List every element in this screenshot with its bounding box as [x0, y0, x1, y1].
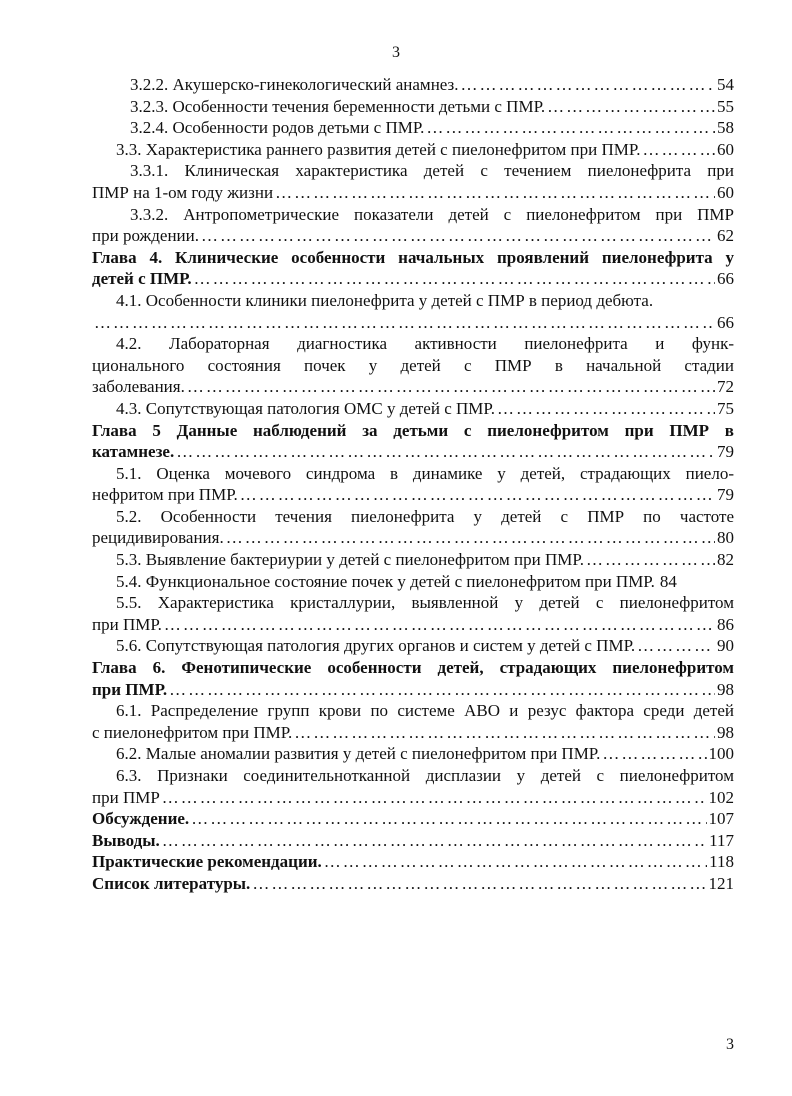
toc-label: Практические рекомендации. [92, 852, 322, 872]
dot-leader [602, 743, 706, 765]
dot-leader [497, 398, 715, 420]
dot-leader [324, 851, 707, 873]
toc-page: 54 [717, 75, 734, 94]
dot-leader [275, 182, 715, 204]
page-number-top: 3 [392, 44, 400, 61]
toc-entry-5-2 [92, 527, 734, 549]
toc-chapter-4 [92, 268, 734, 290]
toc-entry-3-2-4 [92, 117, 734, 139]
dot-leader [162, 830, 707, 852]
toc-label: 5.4. Функциональное состояние почек у детей с пиелонефритом при ПМР. [116, 571, 655, 591]
dot-leader [240, 484, 715, 506]
dot-leader [191, 808, 706, 830]
toc-chapter-5-line1: Глава 5 Данные наблюдений за детьми с пиелонефритом при ПМР в [92, 420, 734, 440]
toc-label: Обсуждение. [92, 809, 190, 829]
toc-page: 90 [717, 636, 734, 656]
toc-entry-3-3-2-line1: 3.3.2. Антропометрические показатели детей с пиелонефритом при ПМР [130, 204, 734, 224]
toc-label: нефритом при ПМР. [92, 485, 238, 505]
toc-label: с пиелонефритом при ПМР. [92, 722, 293, 742]
toc-label: при ПМР. [92, 614, 162, 634]
toc-page: 62 [717, 226, 734, 246]
toc-label: Список литературы. [92, 873, 251, 893]
toc-label: рецидивирования. [92, 528, 224, 548]
toc-page: 55 [717, 96, 734, 116]
table-of-contents [92, 74, 734, 895]
toc-entry-5-1-line1: 5.1. Оценка мочевого синдрома в динамике у детей, страдающих пиело- [116, 463, 734, 483]
toc-page: 86 [717, 614, 734, 634]
toc-page: 84 [659, 571, 677, 591]
toc-page: 80 [717, 528, 734, 548]
toc-discussion [92, 808, 734, 830]
toc-page: 121 [708, 873, 734, 893]
dot-leader [226, 527, 715, 549]
toc-entry-3-3-1-line1: 3.3.1. Клиническая характеристика детей с течением пиелонефрита при [130, 161, 734, 181]
toc-entry-6-3 [92, 787, 734, 809]
toc-page: 107 [708, 809, 734, 829]
toc-label: 3.2.2. Акушерско-гинекологический анамнез. [130, 75, 459, 94]
toc-page: 98 [717, 679, 734, 699]
toc-page: 75 [717, 398, 734, 418]
toc-label: при ПМР [92, 787, 160, 807]
toc-label: при рождении. [92, 226, 200, 246]
toc-label: 6.2. Малые аномалии развития у детей с пиелонефритом при ПМР. [116, 744, 601, 764]
toc-conclusions [92, 830, 734, 852]
toc-chapter-4-line1: Глава 4. Клинические особенности начальных проявлений пиелонефрита у [92, 247, 734, 267]
toc-label: 5.3. Выявление бактериурии у детей с пиелонефритом при ПМР. [116, 550, 584, 570]
toc-page: 66 [717, 269, 734, 289]
dot-leader [642, 139, 715, 161]
dot-leader [164, 614, 715, 636]
dot-leader [252, 873, 706, 895]
dot-leader [294, 722, 715, 744]
toc-entry-5-1 [92, 484, 734, 506]
toc-entry-5-3 [92, 549, 734, 571]
dot-leader [176, 441, 715, 463]
toc-chapter-6-line1: Глава 6. Фенотипические особенности детей, страдающих пиелонефритом [92, 658, 734, 678]
toc-entry-3-3-2 [92, 225, 734, 247]
toc-page: 118 [709, 852, 734, 872]
toc-entry-6-1 [92, 722, 734, 744]
dot-leader [194, 268, 715, 290]
toc-page: 102 [708, 787, 734, 807]
toc-entry-3-3-1 [92, 182, 734, 204]
toc-page: 117 [709, 830, 734, 850]
dot-leader [162, 787, 707, 809]
dot-leader [586, 549, 715, 571]
toc-label: Выводы. [92, 830, 160, 850]
toc-label: детей с ПМР. [92, 269, 192, 289]
toc-label: ПМР на 1-ом году жизни [92, 182, 274, 202]
toc-entry-5-2-line1: 5.2. Особенности течения пиелонефрита у детей с ПМР по частоте [116, 506, 734, 526]
dot-leader [461, 74, 715, 96]
toc-entry-3-2-2 [92, 74, 734, 96]
toc-entry-4-2-line1: 4.2. Лабораторная диагностика активности пиелонефрита и функ- [116, 334, 734, 354]
toc-entry-6-1-line1: 6.1. Распределение групп крови по системе АВО и резус фактора среди детей [116, 701, 734, 721]
toc-entry-4-1 [92, 312, 734, 334]
toc-page: 72 [717, 377, 734, 397]
toc-references [92, 873, 734, 895]
toc-entry-3-3 [92, 139, 734, 161]
toc-page: 60 [717, 182, 734, 202]
toc-label: заболевания. [92, 377, 185, 397]
toc-label: 3.2.3. Особенности течения беременности детьми с ПМР. [130, 96, 546, 116]
toc-label: 4.3. Сопутствующая патология ОМС у детей с ПМР. [116, 398, 495, 418]
dot-leader [637, 635, 715, 657]
toc-page: 100 [708, 744, 734, 764]
dot-leader [94, 312, 715, 334]
toc-page: 60 [717, 139, 734, 159]
toc-chapter-5 [92, 441, 734, 463]
toc-label: при ПМР. [92, 679, 168, 699]
dot-leader [426, 117, 715, 139]
toc-entry-3-2-3 [92, 96, 734, 118]
dot-leader [169, 679, 715, 701]
toc-entry-5-5 [92, 614, 734, 636]
toc-label: 3.3. Характеристика раннего развития детей с пиелонефритом при ПМР. [116, 139, 641, 159]
page-number-bottom: 3 [726, 1036, 734, 1053]
toc-recommendations [92, 851, 734, 873]
toc-label: 5.6. Сопутствующая патология других органов и систем у детей с ПМР. [116, 636, 636, 656]
toc-page: 98 [717, 722, 734, 742]
toc-entry-5-6 [92, 635, 734, 657]
dot-leader [187, 376, 715, 398]
toc-chapter-6 [92, 679, 734, 701]
toc-entry-4-3 [92, 398, 734, 420]
toc-entry-4-2-line2: ционального состояния почек у детей с ПМР в начальной стадии [92, 355, 734, 375]
toc-page: 79 [717, 485, 734, 505]
dot-leader [547, 96, 715, 118]
toc-entry-4-1-line1: 4.1. Особенности клиники пиелонефрита у детей с ПМР в период дебюта. [116, 290, 654, 310]
toc-page: 66 [717, 312, 734, 332]
toc-entry-6-2 [92, 743, 734, 765]
toc-entry-4-2 [92, 376, 734, 398]
dot-leader [201, 225, 715, 247]
toc-label: катамнезе. [92, 442, 175, 462]
toc-entry-5-5-line1: 5.5. Характеристика кристаллурии, выявленной у детей с пиелонефритом [116, 593, 734, 613]
toc-page: 58 [717, 118, 734, 138]
toc-page: 79 [717, 442, 734, 462]
toc-label: 3.2.4. Особенности родов детьми с ПМР. [130, 118, 425, 138]
toc-entry-6-3-line1: 6.3. Признаки соединительнотканной дисплазии у детей с пиелонефритом [116, 766, 734, 785]
toc-entry-5-4 [92, 571, 734, 593]
toc-page: 82 [717, 550, 734, 570]
